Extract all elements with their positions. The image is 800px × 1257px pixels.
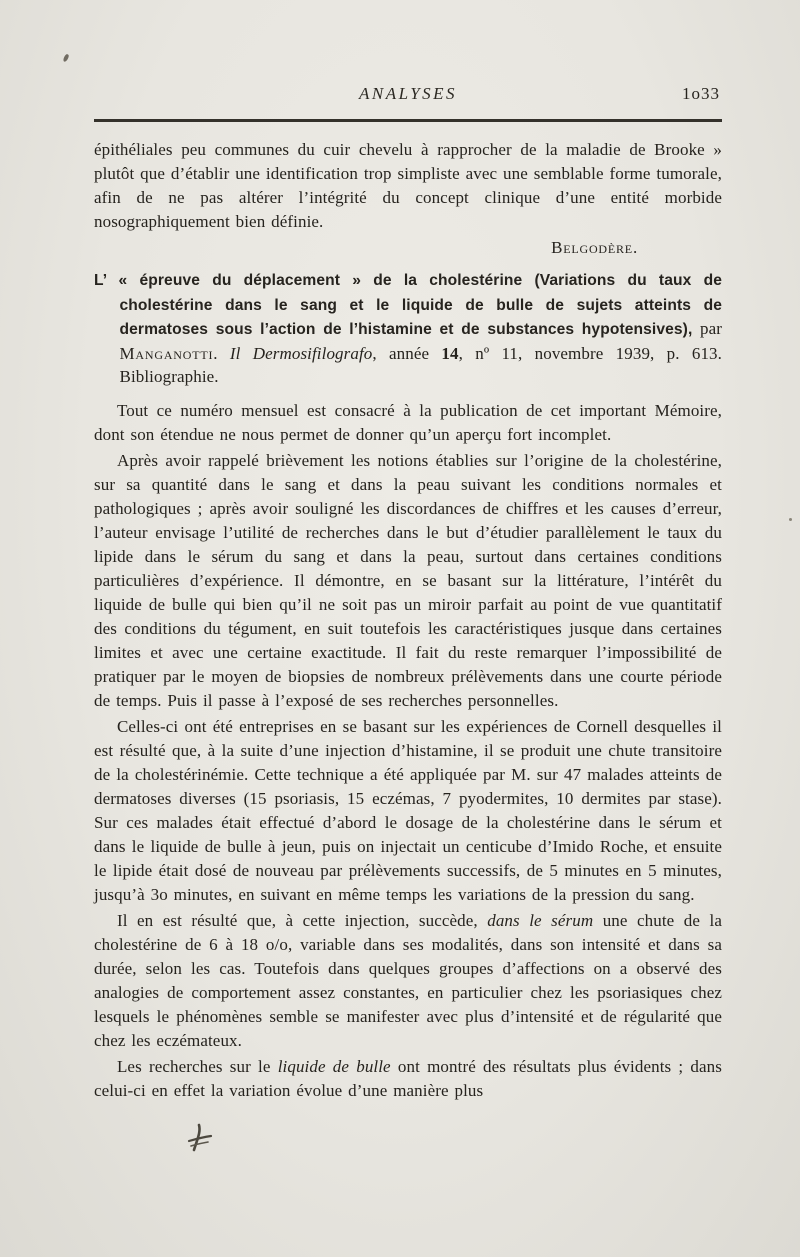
paragraph-methods-overview: Après avoir rappelé brièvement les notions établies sur l’origine de la cholestérine, sur sa quantité dans le sang et dans la peau suivant les conditions normales et pathologiques ; après avoir souligné les discordances de chiffres et les causes d’erreur, l’auteur envisage l’utilité de recherches dans le but d’étudier parallèlement le taux du lipide dans le sérum du sang et dans la peau, surtout dans certaines conditions particulières d’expérience. Il démontre, en se basant sur la littérature, l’intérêt du liquide de bulle qui bien qu’il ne soit pas un miroir parfait au point de vue quantitatif des conditions du tégument, en suit toutefois les caractéristiques jusque dans certaines limites et avec une certaine exactitude. Il fait du reste remarquer l’impossibilité de pratiquer par le moyen de biopsies de nombreux prélèvements dans une courte période de temps. Puis il passe à l’exposé de ses recherches personnelles. (94, 450, 722, 710)
bulle-post: ont montré des résultats plus évidents ; dans celui-ci en effet la variation évolue d’une manière plus (94, 1056, 722, 1100)
entry-ref-rest: , nº 11, novembre 1939, p. 613. Bibliographie. (119, 343, 723, 386)
ink-scribble-mark (186, 1122, 214, 1159)
page-header (94, 84, 722, 110)
journal-name: Il Dermosifilografo (229, 343, 373, 363)
entry-title: L’ « épreuve du déplacement » de la cholestérine (Variations du taux de cholestérine dans le sang et le liquide de bulle de sujets atteints de dermatoses sous l’action de l’histamine et de substances hypotensives), (94, 272, 722, 338)
paper-speck-right (789, 518, 792, 521)
results-post: une chute de la cholestérine de 6 à 18 o/o, variable dans ses modalités, dans son intensité et dans sa durée, selon les cas. Toutefois dans quelques groupes d’affections on a observé des analogies de comportement assez constantes, en particulier chez les psoriasiques chez lesquels le phénomènes semble se manifester avec plus d’intensité et de régularité que chez les eczémateux. (94, 910, 722, 1050)
page-number: 1o33 (682, 84, 720, 103)
entry-heading (94, 268, 722, 389)
bulle-pre: Les recherches sur le (116, 1056, 278, 1076)
author-name: Belgodère. (551, 238, 638, 257)
entry-by-label: par (692, 319, 722, 338)
header-rule (94, 119, 722, 122)
entry-volume: 14 (441, 343, 459, 363)
paragraph-results-serum (94, 909, 722, 1053)
author-signature (94, 236, 722, 260)
paragraph-experiments: Celles-ci ont été entreprises en se basant sur les expériences de Cornell desquelles il est résulté que, à la suite d’une injection d’histamine, il se produit une chute transitoire de la cholestérinémie. Cette technique a été appliquée par M. sur 47 malades atteints de dermatoses diverses (15 psoriasis, 15 eczémas, 7 pyodermites, 10 dermites par stase). Sur ces malades était effectué d’abord le dosage de la cholestérine dans le sérum et dans le liquide de bulle à jeun, puis on injectait un centicube d’Imido Roche, et ensuite le lipide était dosé de nouveau par prélèvements successifs, de 5 minutes en 5 minutes, jusqu’à 3o minutes, en suivant en même temps les variations de la pression du sang. (94, 716, 722, 904)
entry-ref-mid: , année (372, 343, 442, 363)
article-body (94, 138, 722, 1103)
entry-separator: . (213, 343, 230, 363)
results-emphasis: dans le sérum (487, 910, 594, 930)
paper-speck (63, 54, 70, 63)
bulle-emphasis: liquide de bulle (277, 1056, 391, 1076)
paragraph-results-bulle (94, 1055, 722, 1103)
entry-author: Manganotti (119, 343, 214, 363)
ink-scribble-svg (186, 1122, 214, 1154)
paragraph-intro: Tout ce numéro mensuel est consacré à la publication de cet important Mémoire, dont son étendue ne nous permet de donner qu’un aperçu fort incomplet. (94, 400, 722, 444)
results-pre: Il en est résulté que, à cette injection, succède, (116, 910, 488, 930)
paragraph-continuation: épithéliales peu communes du cuir chevelu à rapprocher de la maladie de Brooke » plutôt que d’établir une identification trop simpliste avec une semblable forme tumorale, afin de ne pas altérer l’intégrité du concept clinique d’une entité morbide nosographiquement bien définie. (94, 140, 722, 231)
running-title: ANALYSES (358, 84, 458, 103)
